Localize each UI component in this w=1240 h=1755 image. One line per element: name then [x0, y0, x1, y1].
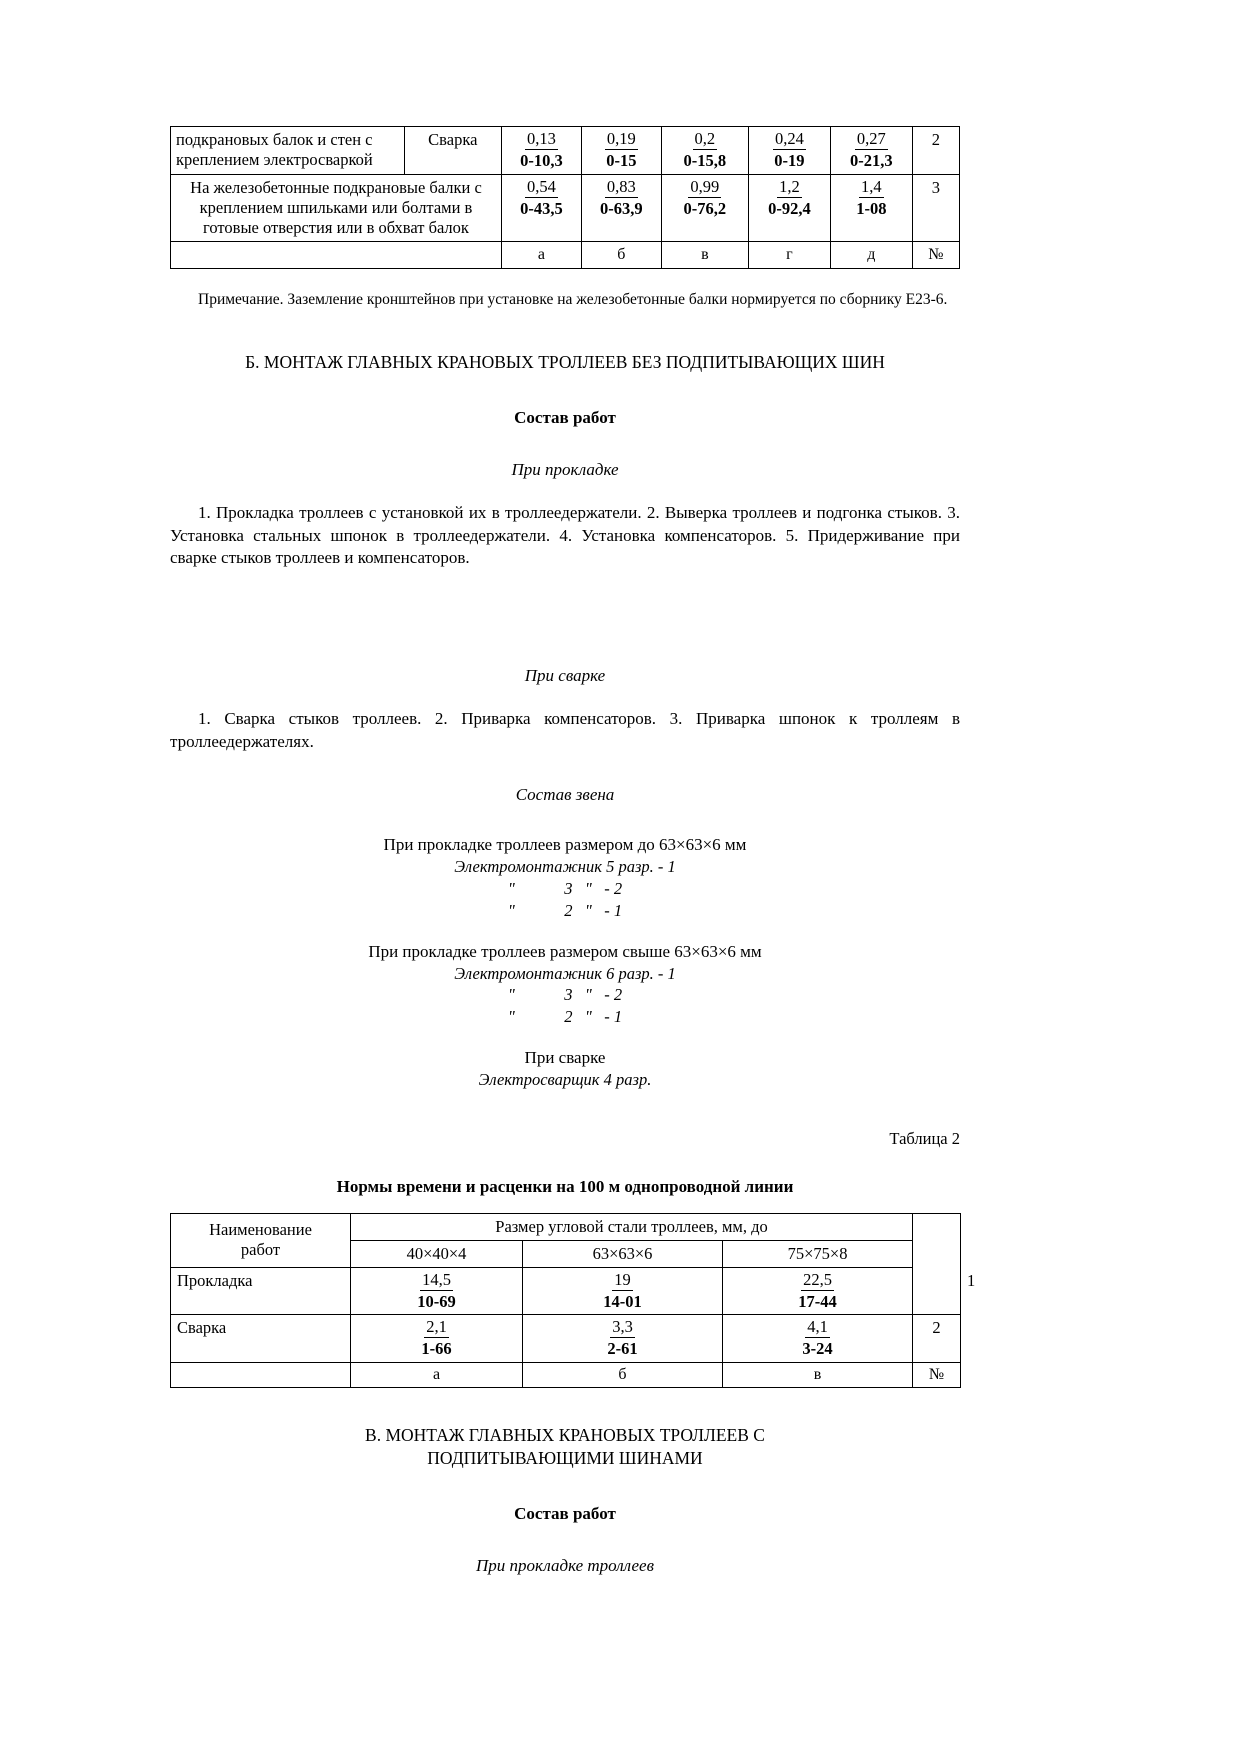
norm-time: 0,13 [526, 129, 556, 148]
table-header-row [171, 1213, 961, 1240]
section-heading-v-line2: ПОДПИТЫВАЮЩИМИ ШИНАМИ [427, 1448, 703, 1469]
table-2-span-header: Размер угловой стали троллеев, мм, до [351, 1213, 913, 1240]
norm-price: 0-15 [606, 150, 637, 170]
table-2-col1-header [171, 1213, 351, 1267]
laying-works-text: 1. Прокладка троллеев с установкой их в троллеедержатели. 2. Выверка троллеев и подгонка стыков. 3. Установка стальных шпонок в троллеедержатели. 4. Установка компенсаторов. 5. Придерживание при сварке стыков троллеев и компенсаторов. [170, 503, 960, 568]
norm-time: 1,2 [779, 176, 800, 196]
welding-works-text: 1. Сварка стыков троллеев. 2. Приварка компенсаторов. 3. Приварка шпонок к троллеям в троллеедержателях. [170, 709, 960, 751]
table-2-title: Нормы времени и расценки на 100 м однопроводной линии [336, 1176, 794, 1196]
norm-time: 0,83 [606, 176, 636, 196]
value-cell [748, 174, 830, 241]
vertical-spacer [170, 570, 960, 666]
size-header: 75×75×8 [723, 1240, 913, 1267]
letter-cell [171, 1363, 351, 1388]
value-cell [830, 174, 912, 241]
norm-time: 2,1 [426, 1317, 447, 1337]
size-header: 63×63×6 [523, 1240, 723, 1267]
table-row [171, 127, 960, 175]
norm-price: 0-21,3 [850, 150, 893, 170]
vertical-spacer [170, 922, 960, 942]
norm-time: 3,3 [612, 1317, 633, 1337]
value-cell [501, 174, 581, 241]
norm-time: 0,19 [606, 129, 636, 148]
letter-cell: а [351, 1363, 523, 1388]
table-2-corner-cell [913, 1213, 961, 1315]
norm-time: 0,99 [690, 176, 720, 196]
letter-cell: б [523, 1363, 723, 1388]
norm-time: 0,27 [856, 129, 886, 148]
norm-time: 1,4 [861, 176, 882, 196]
norm-price: 0-43,5 [520, 198, 563, 218]
value-cell [661, 127, 748, 175]
crew-line: " 3 " - 2 [507, 879, 623, 899]
value-cell [723, 1267, 913, 1315]
works-composition-heading: Состав работ [514, 408, 616, 428]
norm-price: 14-01 [603, 1291, 642, 1311]
letter-cell: в [661, 242, 748, 269]
crew-group-header: При сварке [524, 1047, 606, 1067]
header-line-1: Наименование [209, 1220, 312, 1240]
norm-price: 0-10,3 [520, 150, 563, 170]
letter-cell: в [723, 1363, 913, 1388]
row-name: Прокладка [171, 1267, 351, 1315]
table-row [171, 1315, 961, 1363]
norm-price: 0-92,4 [768, 198, 811, 218]
value-cell [581, 127, 661, 175]
crew-group-2 [170, 942, 960, 1028]
value-cell [830, 127, 912, 175]
norm-price: 0-15,8 [683, 150, 727, 170]
value-cell [581, 174, 661, 241]
norm-time: 0,54 [526, 176, 556, 196]
subheading-welding: При сварке [524, 666, 606, 686]
crew-line: Электромонтажник 6 разр. - 1 [454, 963, 676, 983]
crew-group-header: При прокладке троллеев размером свыше 63×63×6 мм [368, 941, 762, 961]
norm-price: 0-19 [774, 150, 805, 170]
crew-line: " 3 " - 2 [507, 985, 623, 1005]
vertical-spacer [170, 1028, 960, 1048]
norm-time: 19 [614, 1269, 631, 1289]
norm-time: 4,1 [807, 1317, 828, 1337]
crew-line: Электросварщик 4 разр. [478, 1069, 652, 1089]
header-line-2: работ [240, 1240, 281, 1260]
letter-cell [171, 242, 502, 269]
norm-time: 14,5 [422, 1269, 451, 1289]
value-cell [723, 1315, 913, 1363]
table-row: Прокладка 14,5 10-69 19 14-01 22,5 17-44 1 [171, 1267, 961, 1315]
subheading-laying-trolleys: При прокладке троллеев [476, 1556, 654, 1576]
value-cell [523, 1315, 723, 1363]
table-letter-row [171, 242, 960, 269]
letter-cell: а [501, 242, 581, 269]
norm-time: 0,2 [694, 129, 716, 148]
letter-cell: г [748, 242, 830, 269]
value-cell [351, 1315, 523, 1363]
norm-price: 2-61 [607, 1339, 638, 1359]
row-number: 2 [913, 1315, 961, 1363]
table-note: Примечание. Заземление кронштейнов при установке на железобетонные балки нормируется по сборнику Е23-6. [198, 290, 948, 308]
subheading-laying: При прокладке [511, 460, 619, 480]
section-heading-v [170, 1424, 960, 1470]
letter-cell: № [913, 1363, 961, 1388]
value-cell [501, 127, 581, 175]
crew-line: " 2 " - 1 [507, 1007, 623, 1027]
section-heading-v-line1: В. МОНТАЖ ГЛАВНЫХ КРАНОВЫХ ТРОЛЛЕЕВ С [365, 1425, 765, 1446]
row-description: На железобетонные подкрановые балки с креплением шпильками или болтами в готовые отверстия или в обхват балок [171, 174, 502, 241]
value-cell [748, 127, 830, 175]
section-heading-b: Б. МОНТАЖ ГЛАВНЫХ КРАНОВЫХ ТРОЛЛЕЕВ БЕЗ ПОДПИТЫВАЮЩИХ ШИН [245, 352, 885, 373]
norm-price: 10-69 [417, 1291, 456, 1311]
norm-time: 0,24 [774, 129, 804, 148]
document-content [170, 126, 976, 1576]
row-number: 3 [912, 174, 959, 241]
crew-group-3 [170, 1048, 960, 1091]
norm-time: 22,5 [803, 1269, 832, 1289]
value-cell [661, 174, 748, 241]
works-composition-heading-v: Состав работ [514, 1504, 616, 1524]
letter-cell: д [830, 242, 912, 269]
norm-price: 1-08 [856, 198, 887, 218]
row-name: Сварка [171, 1315, 351, 1363]
norms-table-1 [170, 126, 960, 269]
table-letter-row [171, 1363, 961, 1388]
norm-price: 3-24 [802, 1339, 833, 1359]
crew-group-1 [170, 835, 960, 921]
crew-line: " 2 " - 1 [507, 900, 623, 920]
row-number: 2 [912, 127, 959, 175]
row-operation: Сварка [404, 127, 501, 175]
value-cell [523, 1267, 723, 1315]
norm-price: 0-76,2 [683, 198, 727, 218]
norm-price: 0-63,9 [600, 198, 643, 218]
crew-composition-heading: Состав звена [515, 785, 615, 805]
norms-table-2 [170, 1213, 976, 1389]
row-description: подкрановых балок и стен с креплением электросваркой [171, 127, 405, 175]
letter-cell: б [581, 242, 661, 269]
crew-line: Электромонтажник 5 разр. - 1 [454, 857, 676, 877]
letter-cell: № [912, 242, 959, 269]
norm-price: 17-44 [798, 1291, 837, 1311]
table-2-caption: Таблица 2 [889, 1128, 960, 1148]
crew-group-header: При прокладке троллеев размером до 63×63×6 мм [383, 835, 747, 855]
value-cell [351, 1267, 523, 1315]
table-row [171, 174, 960, 241]
norm-price: 1-66 [421, 1339, 452, 1359]
size-header: 40×40×4 [351, 1240, 523, 1267]
